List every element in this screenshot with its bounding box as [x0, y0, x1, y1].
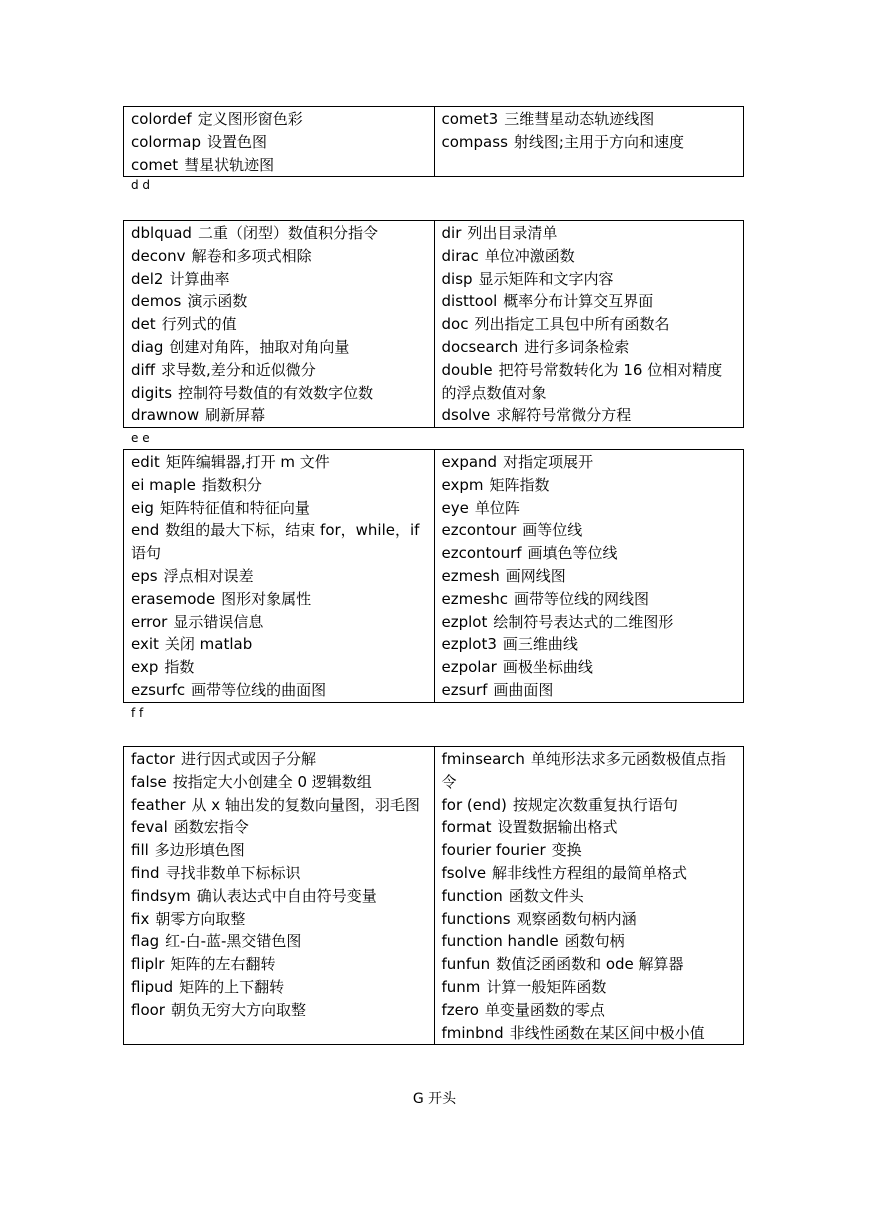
function-name: fminbnd: [441, 1023, 504, 1042]
function-entry: [131, 794, 428, 817]
function-entry: [442, 999, 738, 1022]
function-name: deconv: [131, 246, 186, 265]
function-name: dsolve: [441, 406, 491, 425]
function-description: 画曲面图: [493, 680, 554, 699]
function-entry: [131, 404, 428, 427]
function-name: dir: [441, 224, 462, 242]
function-entry: [442, 245, 738, 268]
function-description: 矩阵指数: [489, 475, 550, 494]
function-entry: [442, 633, 738, 656]
function-description: 画填色等位线: [527, 544, 618, 563]
function-description: 单位冲激函数: [484, 246, 575, 265]
function-name: del2: [131, 269, 164, 288]
function-entry: [131, 930, 428, 953]
function-description: 解非线性方程组的最简单格式: [492, 863, 688, 882]
function-name: disttool: [441, 292, 498, 311]
function-entry: [131, 953, 428, 976]
function-name: ezmesh: [441, 566, 500, 585]
function-entry: [442, 794, 738, 817]
table-d: [123, 220, 744, 428]
function-description: 红-白-蓝-黑交错色图: [165, 932, 302, 951]
function-entry: [131, 771, 428, 794]
function-description: 画等位线: [522, 521, 583, 540]
function-name: expand: [441, 453, 498, 471]
function-name: ezplot3: [441, 635, 497, 654]
function-name: fsolve: [441, 863, 487, 882]
function-description: 进行多词条检索: [524, 337, 630, 356]
table-f-left: [124, 747, 434, 1044]
function-entry: [442, 748, 738, 794]
function-entry: [131, 679, 428, 702]
table-f-right: [434, 747, 744, 1044]
function-name: funfun: [441, 955, 491, 974]
function-entry: [131, 656, 428, 679]
table-f: [123, 746, 744, 1045]
function-description: 概率分布计算交互界面: [503, 292, 654, 311]
function-entry: [442, 359, 738, 405]
function-entry: [442, 222, 738, 245]
function-name: eye: [441, 498, 469, 517]
function-name: ezcontourf: [441, 544, 522, 563]
function-description: 朝负无穷大方向取整: [170, 1000, 306, 1019]
table-d-right: [434, 221, 744, 427]
function-description: 求解符号常微分方程: [496, 406, 632, 425]
function-name: format: [441, 818, 492, 837]
table-e-right: [434, 450, 744, 702]
function-description: 指数积分: [201, 475, 262, 494]
function-name: fzero: [441, 1000, 479, 1019]
function-description: 计算曲率: [169, 269, 230, 288]
function-name: diag: [131, 337, 164, 356]
function-entry: [442, 588, 738, 611]
function-name: findsym: [131, 886, 191, 905]
function-description: 寻找非数单下标标识: [165, 863, 301, 882]
function-description: 画网线图: [505, 566, 566, 585]
function-entry: [131, 588, 428, 611]
function-description: 演示函数: [187, 292, 248, 311]
function-name: fminsearch: [441, 750, 525, 768]
function-entry: [442, 497, 738, 520]
function-name: ezcontour: [441, 521, 517, 540]
function-description: 设置色图: [207, 132, 268, 151]
function-description: 按指定大小创建全 0 逻辑数组: [172, 772, 372, 791]
function-description: 单位阵: [474, 498, 520, 517]
function-description: 计算一般矩阵函数: [486, 977, 607, 996]
function-name: diff: [131, 360, 156, 379]
table-e: [123, 449, 744, 703]
function-description: 单纯形法求多元函数极值点指令: [441, 750, 726, 791]
function-name: drawnow: [131, 406, 200, 425]
table-d-left: [124, 221, 434, 427]
function-description: 矩阵编辑器,打开 m 文件: [165, 453, 330, 471]
function-description: 非线性函数在某区间中极小值: [509, 1023, 705, 1042]
function-description: 创建对角阵，抽取对角向量: [169, 337, 350, 356]
function-description: 朝零方向取整: [155, 909, 246, 928]
function-description: 解卷和多项式相除: [191, 246, 312, 265]
function-entry: [131, 862, 428, 885]
table-e-left: [124, 450, 434, 702]
section-label-f: f f: [131, 706, 144, 720]
function-entry: [442, 336, 738, 359]
function-entry: [442, 816, 738, 839]
function-name: ezplot: [441, 612, 488, 631]
function-description: 列出目录清单: [467, 224, 558, 242]
function-name: compass: [441, 132, 508, 151]
function-entry: [131, 611, 428, 634]
function-description: 变换: [551, 841, 582, 860]
function-entry: [442, 885, 738, 908]
function-name: ei maple: [131, 475, 196, 494]
function-description: 函数句柄: [564, 932, 625, 951]
function-description: 观察函数句柄内涵: [516, 909, 637, 928]
function-name: flipud: [131, 977, 174, 996]
function-entry: [131, 976, 428, 999]
function-entry: [442, 656, 738, 679]
function-entry: [131, 382, 428, 405]
function-description: 定义图形窗色彩: [197, 110, 303, 128]
function-description: 图形对象属性: [221, 589, 312, 608]
function-description: 数值泛函函数和 ode 解算器: [496, 955, 684, 974]
function-description: 矩阵的上下翻转: [179, 977, 285, 996]
function-name: ezsurf: [441, 680, 488, 699]
function-entry: [131, 999, 428, 1022]
function-entry: [131, 633, 428, 656]
function-description: 刷新屏幕: [205, 406, 266, 425]
function-name: colormap: [131, 132, 201, 151]
function-description: 关闭 matlab: [164, 635, 253, 654]
function-name: det: [131, 315, 156, 334]
function-name: function handle: [441, 932, 559, 951]
function-description: 矩阵特征值和特征向量: [159, 498, 310, 517]
function-entry: [131, 519, 428, 565]
function-name: comet3: [441, 110, 499, 128]
function-name: feval: [131, 818, 168, 837]
function-entry: [131, 451, 428, 474]
function-name: floor: [131, 1000, 165, 1019]
function-entry: [442, 565, 738, 588]
function-description: 函数宏指令: [173, 818, 249, 837]
function-entry: [131, 565, 428, 588]
function-entry: [131, 816, 428, 839]
function-name: ezsurfc: [131, 680, 186, 699]
function-description: 矩阵的左右翻转: [170, 955, 276, 974]
function-description: 画极坐标曲线: [502, 658, 593, 677]
function-entry: [442, 542, 738, 565]
function-entry: [442, 862, 738, 885]
function-entry: [131, 222, 428, 245]
function-name: error: [131, 612, 168, 631]
function-entry: [442, 839, 738, 862]
function-description: 显示错误信息: [173, 612, 264, 631]
function-entry: [131, 839, 428, 862]
function-name: fliplr: [131, 955, 165, 974]
page-footer: G 开头: [412, 1091, 457, 1107]
function-entry: [131, 497, 428, 520]
function-entry: [131, 359, 428, 382]
function-name: expm: [441, 475, 484, 494]
function-name: disp: [441, 269, 473, 288]
function-entry: [442, 976, 738, 999]
function-name: functions: [441, 909, 511, 928]
function-description: 把符号常数转化为 16 位相对精度的浮点数值对象: [441, 360, 723, 402]
function-name: flag: [131, 932, 160, 951]
function-description: 显示矩阵和文字内容: [478, 269, 614, 288]
function-name: function: [441, 886, 503, 905]
function-entry: [131, 908, 428, 931]
function-description: 求导数,差分和近似微分: [161, 360, 316, 379]
function-name: dblquad: [131, 224, 192, 242]
function-name: digits: [131, 383, 173, 402]
function-name: edit: [131, 453, 160, 471]
function-description: 设置数据输出格式: [497, 818, 618, 837]
function-name: end: [131, 521, 160, 540]
section-label-d: d d: [131, 178, 151, 192]
function-name: false: [131, 772, 167, 791]
function-name: find: [131, 863, 160, 882]
function-entry: [131, 748, 428, 771]
function-entry: [131, 474, 428, 497]
function-name: demos: [131, 292, 182, 311]
function-entry: [131, 245, 428, 268]
function-entry: [442, 930, 738, 953]
function-entry: [131, 131, 428, 154]
function-entry: [442, 679, 738, 702]
function-name: eps: [131, 566, 158, 585]
table-c: [123, 106, 744, 177]
function-name: fill: [131, 841, 149, 860]
function-description: 画三维曲线: [502, 635, 578, 654]
function-entry: [442, 474, 738, 497]
function-description: 彗星状轨迹图: [184, 155, 275, 174]
function-entry: [442, 519, 738, 542]
function-description: 浮点相对误差: [163, 566, 254, 585]
function-name: fix: [131, 909, 150, 928]
function-name: factor: [131, 750, 175, 768]
function-entry: [442, 611, 738, 634]
function-description: 数组的最大下标，结束 for，while，if 语句: [131, 521, 420, 563]
function-description: 控制符号数值的有效数字位数: [178, 383, 374, 402]
table-c-right: [434, 107, 744, 176]
function-description: 二重（闭型）数值积分指令: [197, 224, 378, 242]
function-entry: [131, 154, 428, 177]
function-description: 确认表达式中自由符号变量: [196, 886, 377, 905]
function-description: 多边形填色图: [154, 841, 245, 860]
function-entry: [131, 268, 428, 291]
function-entry: [442, 313, 738, 336]
function-name: ezmeshc: [441, 589, 509, 608]
section-label-e: e e: [131, 431, 150, 445]
function-name: exp: [131, 658, 159, 677]
function-entry: [442, 953, 738, 976]
function-description: 画带等位线的网线图: [514, 589, 650, 608]
function-name: double: [441, 360, 493, 379]
function-entry: [442, 404, 738, 427]
function-name: funm: [441, 977, 481, 996]
table-c-left: [124, 107, 434, 176]
function-description: 射线图;主用于方向和速度: [513, 132, 684, 151]
function-name: doc: [441, 315, 469, 334]
function-name: colordef: [131, 110, 192, 128]
function-name: for (end): [441, 795, 507, 814]
function-entry: [131, 108, 428, 131]
function-description: 列出指定工具包中所有函数名: [474, 315, 670, 334]
function-entry: [131, 313, 428, 336]
function-entry: [442, 290, 738, 313]
function-description: 进行因式或因子分解: [180, 750, 316, 768]
function-name: comet: [131, 155, 179, 174]
function-description: 对指定项展开: [503, 453, 594, 471]
function-name: erasemode: [131, 589, 216, 608]
function-name: feather: [131, 795, 186, 814]
function-description: 画带等位线的曲面图: [191, 680, 327, 699]
function-entry: [442, 908, 738, 931]
function-name: ezpolar: [441, 658, 497, 677]
function-description: 单变量函数的零点: [484, 1000, 605, 1019]
function-description: 指数: [164, 658, 195, 677]
function-entry: [442, 451, 738, 474]
function-name: fourier fourier: [441, 841, 546, 860]
function-entry: [131, 290, 428, 313]
function-name: eig: [131, 498, 154, 517]
function-name: docsearch: [441, 337, 519, 356]
function-name: exit: [131, 635, 159, 654]
function-entry: [442, 131, 738, 154]
function-description: 三维彗星动态轨迹线图: [504, 110, 655, 128]
function-description: 按规定次数重复执行语句: [512, 795, 678, 814]
function-entry: [131, 336, 428, 359]
function-description: 从 x 轴出发的复数向量图，羽毛图: [191, 795, 420, 814]
function-entry: [131, 885, 428, 908]
function-description: 行列式的值: [161, 315, 237, 334]
function-entry: [442, 268, 738, 291]
function-entry: [442, 1022, 738, 1045]
function-name: dirac: [441, 246, 479, 265]
function-description: 绘制符号表达式的二维图形: [493, 612, 674, 631]
function-entry: [442, 108, 738, 131]
function-description: 函数文件头: [508, 886, 584, 905]
